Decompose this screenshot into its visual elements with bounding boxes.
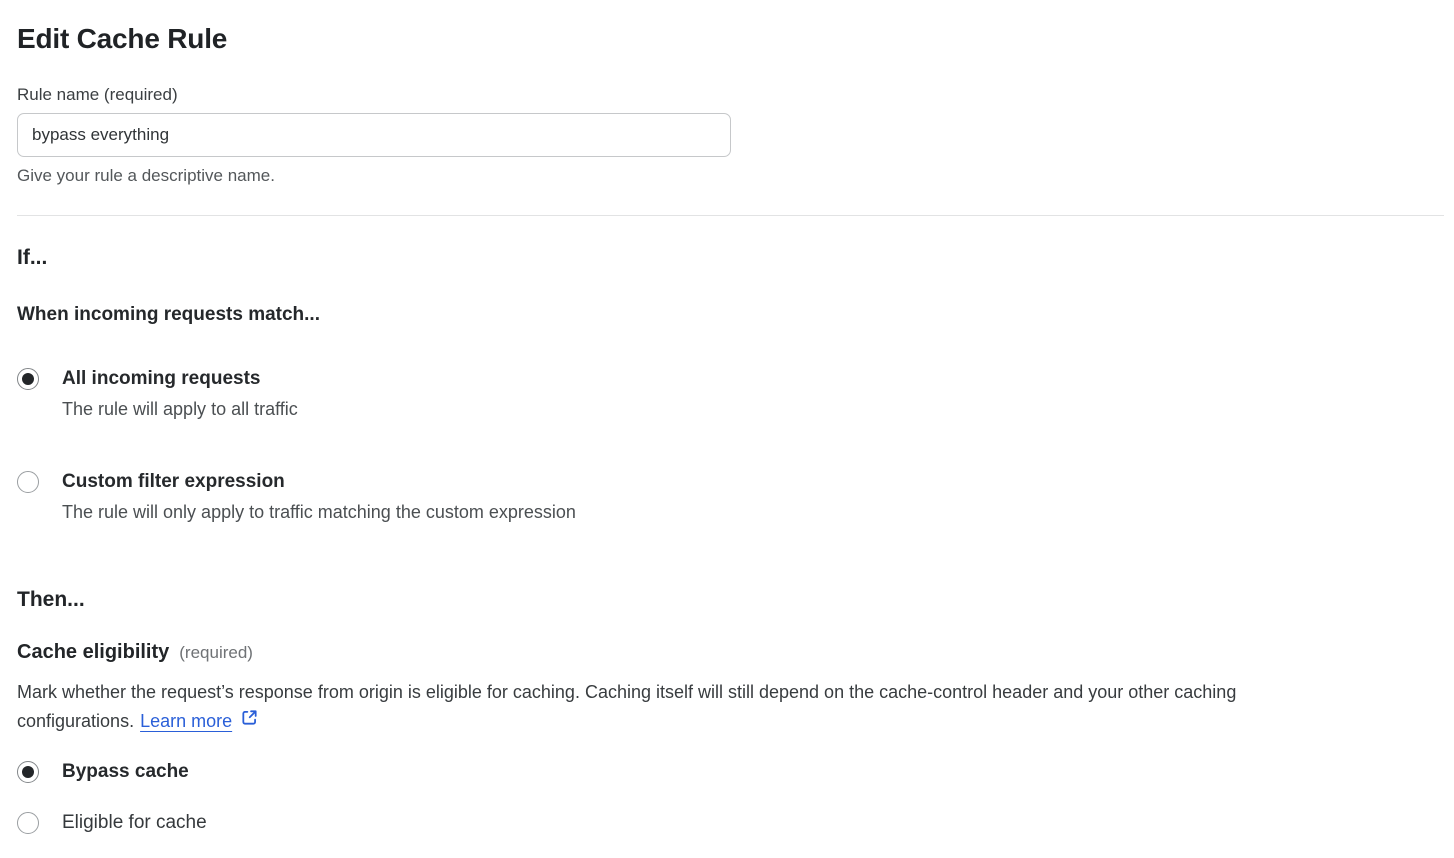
rule-name-help-text: Give your rule a descriptive name. [17, 166, 275, 185]
radio-all-incoming-requests[interactable] [17, 368, 39, 390]
radio-option-eligible-for-cache [17, 812, 1444, 834]
cache-eligibility-description [17, 678, 1444, 736]
radio-label-eligible-for-cache[interactable]: Eligible for cache [62, 812, 207, 833]
radio-label-custom-filter-expression[interactable]: Custom filter expression [62, 471, 285, 492]
if-section-heading: If... [17, 246, 48, 269]
cache-eligibility-required-badge: (required) [179, 643, 253, 662]
radio-description-all-incoming-requests: The rule will apply to all traffic [62, 399, 298, 419]
cache-eligibility-description-line1: Mark whether the request’s response from origin is eligible for caching. Caching itself will still depend on the cache-control header and your other caching [17, 682, 1237, 702]
cache-eligibility-header [17, 640, 1444, 664]
external-link-icon [240, 707, 259, 736]
radio-bypass-cache[interactable] [17, 761, 39, 783]
rule-name-label: Rule name (required) [17, 85, 178, 104]
radio-eligible-for-cache[interactable] [17, 812, 39, 834]
learn-more-link[interactable]: Learn more [140, 711, 233, 731]
radio-description-custom-filter-expression: The rule will only apply to traffic matching the custom expression [62, 502, 576, 522]
radio-label-all-incoming-requests[interactable]: All incoming requests [62, 368, 261, 389]
radio-option-all-incoming-requests [17, 368, 1444, 421]
section-divider [17, 215, 1444, 216]
cache-eligibility-description-line2 [17, 707, 1444, 736]
page-title: Edit Cache Rule [17, 23, 228, 54]
request-match-subheading: When incoming requests match... [17, 304, 320, 325]
cache-eligibility-label: Cache eligibility [17, 641, 170, 663]
then-section-heading: Then... [17, 588, 85, 611]
rule-name-input[interactable] [17, 113, 731, 157]
radio-option-custom-filter-expression [17, 471, 1444, 524]
radio-label-bypass-cache[interactable]: Bypass cache [62, 761, 189, 782]
radio-option-bypass-cache [17, 761, 1444, 783]
radio-custom-filter-expression[interactable] [17, 471, 39, 493]
cache-eligibility-description-line2-text: configurations. [17, 711, 135, 731]
